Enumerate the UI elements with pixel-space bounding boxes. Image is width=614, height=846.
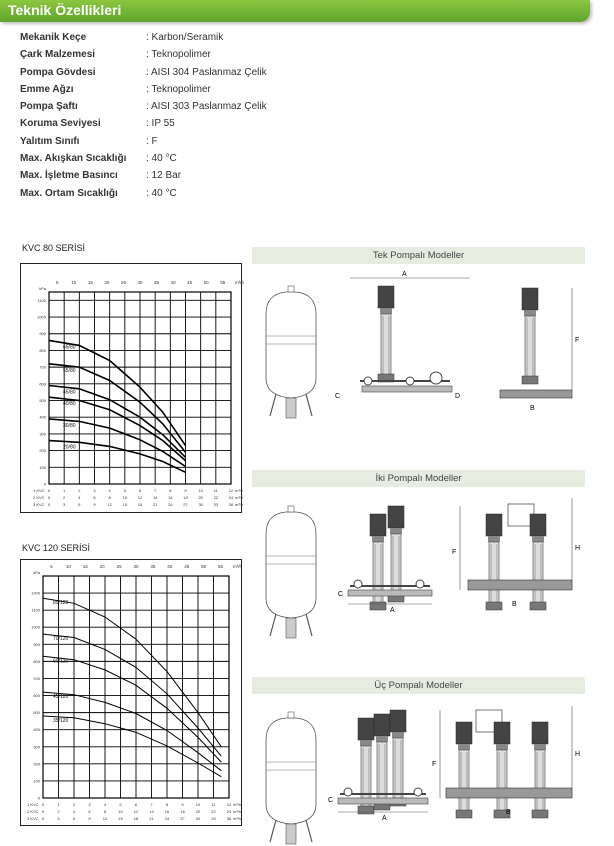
- kvc120-title: KVC 120 SERİSİ: [22, 543, 91, 553]
- top-tick-label: 5: [50, 564, 53, 569]
- pump-front-2b: [530, 514, 546, 610]
- bottom-tick-label: 36: [226, 816, 232, 821]
- bottom-tick-label: 22: [211, 809, 216, 814]
- spec-label: Emme Ağzı: [20, 83, 74, 95]
- series-label: 55/80: [63, 367, 76, 374]
- pump-drawing-3c: [390, 710, 406, 806]
- spec-value: : F: [146, 135, 158, 147]
- bottom-tick-label: 2: [78, 488, 81, 493]
- bottom-tick-label: 24: [164, 816, 170, 821]
- spec-label: Max. İşletme Basıncı: [20, 170, 118, 182]
- bottom-tick-label: 16: [168, 495, 173, 500]
- bottom-tick-label: 2: [72, 802, 76, 807]
- bottom-unit-label: m³/h: [235, 495, 243, 500]
- top-tick-label: 35: [154, 280, 160, 285]
- bottom-axis-label: 2 KVC: [33, 495, 45, 500]
- bottom-tick-label: 20: [195, 809, 201, 814]
- bottom-tick-label: 4: [108, 488, 111, 493]
- spec-row: [20, 167, 420, 184]
- dim-label-f-2: F: [452, 549, 457, 556]
- y-tick-label: 900: [33, 641, 40, 647]
- bottom-tick-label: 5: [123, 488, 126, 493]
- top-tick-label: 10: [65, 564, 71, 569]
- bottom-tick-label: 1: [63, 488, 66, 493]
- spec-label: Mekanik Keçe: [20, 32, 87, 43]
- bottom-tick-label: 2: [63, 495, 66, 500]
- kvc120-chart: [20, 559, 242, 826]
- dim-label-b-3: B: [506, 809, 511, 816]
- bottom-tick-label: 24: [226, 809, 232, 814]
- spec-label: Yalıtım Sınıfı: [20, 135, 80, 147]
- spec-value: : 40 °C: [146, 153, 177, 165]
- bottom-tick-label: 3: [63, 502, 66, 507]
- y-tick-label: 1000: [37, 314, 46, 320]
- bottom-tick-label: 12: [107, 502, 112, 507]
- top-tick-label: 15: [87, 280, 93, 285]
- spec-value: : IP 55: [146, 118, 175, 130]
- bottom-tick-label: 9: [184, 488, 187, 493]
- spec-value: : 12 Bar: [146, 170, 182, 182]
- bottom-tick-label: 21: [152, 502, 158, 507]
- bottom-tick-label: 20: [198, 495, 203, 500]
- y-tick-label: 1100: [31, 607, 40, 613]
- bottom-tick-label: 0: [41, 809, 45, 814]
- y-axis-label: kPa: [39, 286, 46, 291]
- series-label: 35/120: [53, 718, 69, 725]
- bottom-tick-label: 14: [149, 809, 154, 814]
- bottom-tick-label: 12: [102, 816, 108, 821]
- spec-row: [20, 150, 420, 167]
- y-tick-label: 200: [39, 448, 46, 454]
- y-tick-label: 900: [39, 331, 46, 337]
- spec-row: [20, 98, 420, 115]
- spec-value: : Teknopolimer: [146, 83, 211, 95]
- bottom-tick-label: 14: [152, 495, 158, 500]
- top-tick-label: 50: [201, 564, 207, 569]
- bottom-tick-label: 18: [183, 495, 188, 500]
- series-label: 85/120: [53, 600, 69, 607]
- series-label: 45/120: [53, 694, 69, 701]
- bottom-axis-label: 1 KVC: [33, 488, 45, 493]
- bottom-tick-label: 5: [119, 802, 122, 807]
- kvc80-chart-svg: [21, 264, 244, 512]
- series-label: 70/120: [53, 636, 69, 643]
- bottom-unit-label: m³/h: [235, 488, 243, 493]
- bottom-axis-label: 3 KVC: [27, 816, 39, 821]
- series-line: [49, 364, 186, 453]
- dim-label-a-2: A: [390, 607, 395, 614]
- triple-pump-models-bar: Üç Pompalı Modeller: [252, 677, 585, 694]
- top-tick-label: 45: [184, 564, 190, 569]
- bottom-unit-label: m³/h: [233, 816, 241, 821]
- y-tick-label: 700: [33, 675, 40, 681]
- top-tick-label: 5: [56, 280, 59, 285]
- y-tick-label: 1100: [37, 297, 46, 303]
- dim-label-b-2: B: [512, 601, 517, 608]
- bottom-tick-label: 8: [169, 488, 172, 493]
- bottom-tick-label: 4: [72, 809, 76, 814]
- bottom-axis-label: 3 KVC: [33, 502, 45, 507]
- pump-side-drawing: [522, 288, 538, 384]
- bottom-tick-label: 0: [47, 502, 51, 507]
- tank-drawing-3: [266, 712, 316, 844]
- bottom-tick-label: 7: [150, 802, 153, 807]
- bottom-tick-label: 12: [137, 495, 143, 500]
- series-label: 20/80: [63, 444, 76, 451]
- bottom-tick-label: 10: [122, 495, 128, 500]
- dim-label-a: A: [402, 271, 407, 278]
- y-tick-label: 300: [33, 744, 40, 750]
- bottom-tick-label: 11: [211, 802, 216, 807]
- tank-drawing-2: [266, 506, 316, 638]
- series-label: 60/120: [53, 658, 69, 665]
- bottom-tick-label: 3: [88, 802, 91, 807]
- y-axis-label: kPa: [33, 570, 40, 575]
- bottom-tick-label: 1: [57, 802, 60, 807]
- bottom-tick-label: 10: [118, 809, 123, 814]
- pump-front-3a: [456, 722, 472, 818]
- dim-label-h-3: H: [575, 751, 581, 758]
- spec-label: Koruma Seviyesi: [20, 118, 101, 130]
- spec-value: : Karbon/Seramik: [146, 32, 224, 43]
- bottom-tick-label: 0: [41, 816, 45, 821]
- bottom-tick-label: 30: [195, 816, 201, 821]
- bottom-tick-label: 3: [57, 816, 60, 821]
- bottom-tick-label: 27: [180, 816, 185, 821]
- spec-label: Max. Ortam Sıcaklığı: [20, 187, 118, 199]
- y-tick-label: 500: [39, 398, 46, 404]
- spec-value: : AISI 303 Paslanmaz Çelik: [146, 101, 267, 113]
- top-tick-label: 10: [71, 280, 77, 285]
- bottom-unit-label: m³/h: [235, 502, 243, 507]
- bottom-tick-label: 12: [133, 809, 139, 814]
- kvc80-chart: [20, 263, 242, 513]
- bottom-tick-label: 0: [41, 802, 45, 807]
- bottom-tick-label: 15: [122, 502, 128, 507]
- bottom-tick-label: 36: [228, 502, 234, 507]
- series-label: 45/80: [63, 389, 76, 396]
- y-tick-label: 100: [39, 464, 46, 470]
- x-unit-label: m³/h: [235, 280, 244, 285]
- technical-drawings: [250, 266, 590, 836]
- spec-value: : 40 °C: [146, 187, 177, 199]
- spec-label: Pompa Gövdesi: [20, 66, 96, 78]
- y-tick-label: 1200: [31, 590, 40, 596]
- bottom-tick-label: 0: [47, 488, 51, 493]
- kvc120-chart-svg: [21, 560, 241, 825]
- bottom-tick-label: 33: [211, 816, 216, 821]
- y-tick-label: 800: [39, 347, 46, 353]
- bottom-tick-label: 18: [137, 502, 143, 507]
- series-line: [43, 656, 221, 762]
- bottom-tick-label: 2: [57, 809, 60, 814]
- bottom-tick-label: 0: [47, 495, 51, 500]
- bottom-tick-label: 6: [88, 809, 91, 814]
- dim-label-d: D: [455, 393, 461, 400]
- top-tick-label: 30: [133, 564, 139, 569]
- bottom-tick-label: 3: [93, 488, 96, 493]
- dim-label-f-3: F: [432, 761, 437, 768]
- spec-row: [20, 133, 420, 150]
- bottom-tick-label: 11: [213, 488, 218, 493]
- bottom-unit-label: m³/h: [233, 809, 241, 814]
- y-tick-label: 600: [33, 693, 40, 699]
- y-tick-label: 1000: [31, 624, 40, 630]
- top-tick-label: 25: [116, 564, 122, 569]
- y-tick-label: 500: [33, 710, 40, 716]
- bottom-tick-label: 15: [118, 816, 123, 821]
- spec-row: [20, 46, 420, 63]
- bottom-tick-label: 7: [154, 488, 157, 493]
- y-tick-label: 200: [33, 761, 40, 767]
- y-tick-label: 800: [33, 658, 40, 664]
- y-tick-label: 400: [33, 727, 40, 733]
- bottom-tick-label: 33: [213, 502, 219, 507]
- bottom-tick-label: 12: [226, 802, 232, 807]
- y-tick-label: 100: [33, 778, 40, 784]
- pump-front-3c: [532, 722, 548, 818]
- bottom-tick-label: 4: [103, 802, 107, 807]
- spec-row: [20, 185, 420, 202]
- top-tick-label: 30: [137, 280, 143, 285]
- dim-label-h-2: H: [575, 545, 581, 552]
- bottom-axis-label: 1 KVC: [27, 802, 39, 807]
- dim-label-c: C: [335, 393, 341, 400]
- y-tick-label: 400: [39, 414, 46, 420]
- pump-drawing-3b: [374, 714, 390, 810]
- series-label: 65/80: [63, 344, 76, 351]
- spec-row: [20, 64, 420, 81]
- series-label: 30/80: [63, 422, 76, 429]
- bottom-tick-label: 6: [78, 502, 81, 507]
- bottom-tick-label: 6: [138, 488, 142, 493]
- dim-label-b: B: [530, 405, 535, 412]
- top-tick-label: 20: [104, 280, 110, 285]
- top-tick-label: 55: [220, 280, 226, 285]
- bottom-tick-label: 27: [183, 502, 188, 507]
- section-title: Teknik Özellikleri: [8, 2, 122, 18]
- top-tick-label: 50: [203, 280, 209, 285]
- top-tick-label: 40: [167, 564, 173, 569]
- bottom-tick-label: 22: [213, 495, 219, 500]
- bottom-tick-label: 24: [228, 495, 234, 500]
- top-tick-label: 55: [218, 564, 224, 569]
- spec-row: [20, 81, 420, 98]
- pump-drawing: [378, 286, 394, 382]
- single-pump-models-bar: Tek Pompalı Modeller: [252, 247, 585, 264]
- pump-front-2a: [486, 514, 502, 610]
- bottom-tick-label: 9: [93, 502, 96, 507]
- bottom-tick-label: 8: [103, 809, 107, 814]
- bottom-tick-label: 24: [168, 502, 173, 507]
- bottom-tick-label: 30: [198, 502, 203, 507]
- top-tick-label: 15: [82, 564, 88, 569]
- bottom-tick-label: 9: [88, 816, 91, 821]
- bottom-tick-label: 4: [78, 495, 81, 500]
- bottom-unit-label: m³/h: [233, 802, 241, 807]
- bottom-tick-label: 18: [180, 809, 185, 814]
- spec-row: [20, 115, 420, 132]
- spec-value: : AISI 304 Paslanmaz Çelik: [146, 66, 267, 78]
- kvc80-title: KVC 80 SERİSİ: [22, 243, 86, 253]
- spec-label: Max. Akışkan Sıcaklığı: [20, 153, 127, 165]
- double-pump-models-bar: İki Pompalı Modeller: [252, 470, 585, 487]
- top-tick-label: 45: [187, 280, 193, 285]
- dim-label-a-3: A: [382, 815, 387, 822]
- bottom-tick-label: 10: [198, 488, 203, 493]
- top-tick-label: 40: [170, 280, 176, 285]
- pump-drawing-2b: [388, 506, 404, 602]
- top-tick-label: 20: [99, 564, 105, 569]
- x-unit-label: m³/h: [233, 564, 242, 569]
- bottom-tick-label: 6: [72, 816, 76, 821]
- top-tick-label: 25: [120, 280, 126, 285]
- bottom-axis-label: 2 KVC: [27, 809, 39, 814]
- section-header: [0, 0, 590, 22]
- y-tick-label: 700: [39, 364, 46, 370]
- pump-front-3b: [494, 722, 510, 818]
- spec-label: Pompa Şaftı: [20, 101, 78, 113]
- top-tick-label: 35: [150, 564, 156, 569]
- bottom-tick-label: 8: [108, 495, 111, 500]
- y-tick-label: 300: [39, 431, 46, 437]
- bottom-tick-label: 8: [165, 802, 169, 807]
- bottom-tick-label: 10: [195, 802, 201, 807]
- bottom-tick-label: 18: [133, 816, 139, 821]
- y-tick-label: 0: [37, 795, 40, 801]
- bottom-tick-label: 12: [228, 488, 234, 493]
- spec-value: : Teknopolimer: [146, 49, 211, 61]
- dim-label-c-3: C: [328, 797, 334, 804]
- bottom-tick-label: 21: [149, 816, 154, 821]
- bottom-tick-label: 6: [134, 802, 138, 807]
- bottom-tick-label: 6: [93, 495, 96, 500]
- spec-label: Çark Malzemesi: [20, 49, 96, 61]
- series-label: 40/80: [63, 401, 76, 408]
- bottom-tick-label: 16: [164, 809, 170, 814]
- bottom-tick-label: 9: [181, 802, 184, 807]
- y-tick-label: 0: [43, 481, 46, 487]
- spec-list: [20, 29, 420, 202]
- y-tick-label: 600: [39, 381, 46, 387]
- dim-label-f: F: [575, 337, 580, 344]
- spec-row: [20, 29, 420, 46]
- dim-label-c-2: C: [338, 591, 344, 598]
- tank-drawing: [266, 286, 316, 418]
